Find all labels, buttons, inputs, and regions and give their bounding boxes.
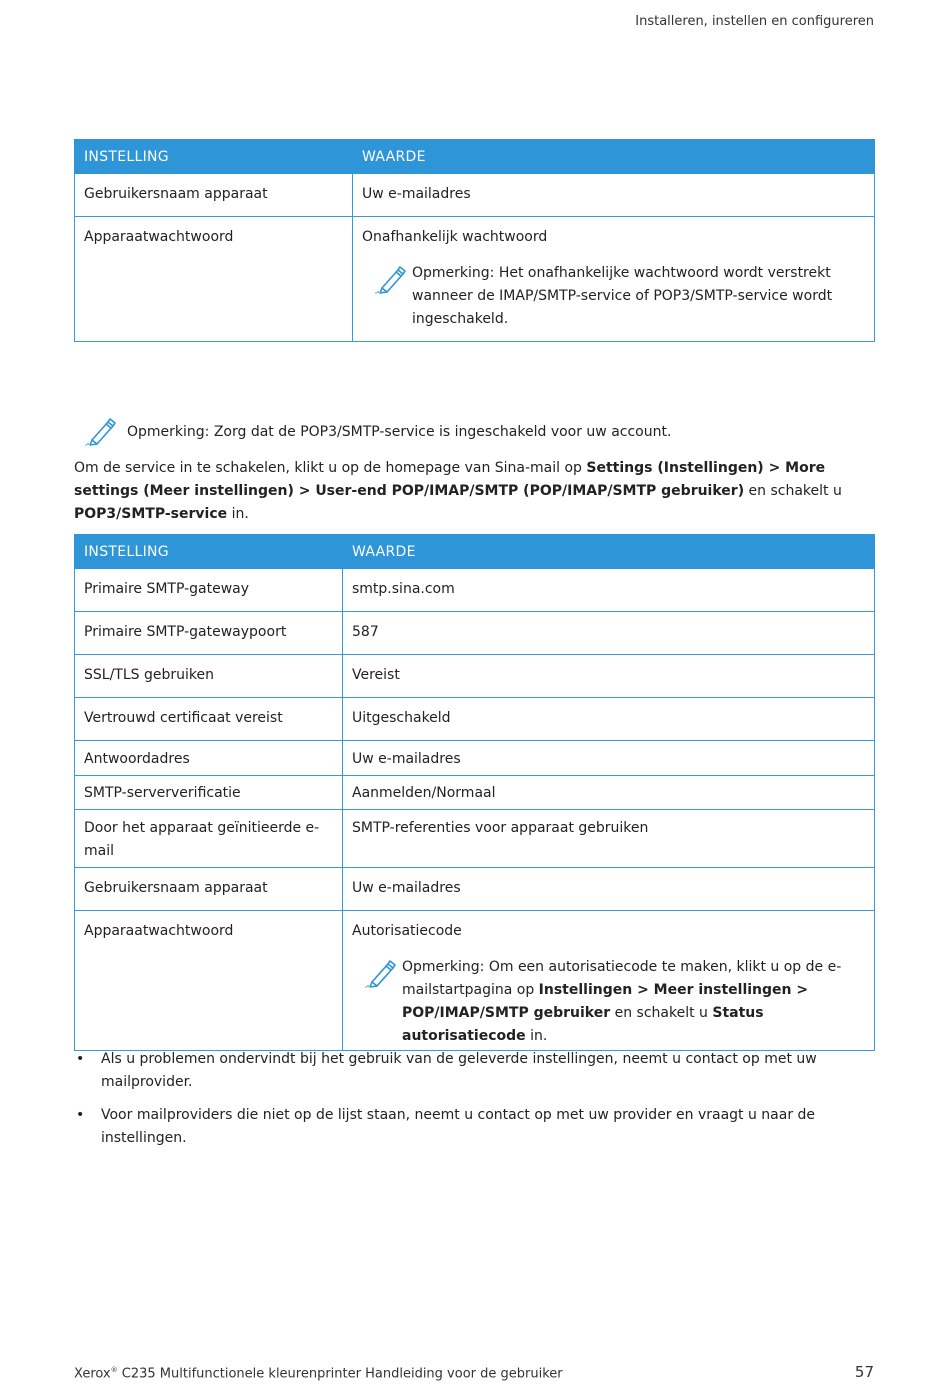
registered-mark: ®	[110, 1366, 118, 1374]
settings-table-1	[74, 139, 875, 342]
note-text: Opmerking: Het onafhankelijke wachtwoord wordt verstrekt wanneer de IMAP/SMTP-service of POP3/SMTP-service wordt ingeschakeld.	[412, 265, 833, 327]
note-text-part: en schakelt u	[610, 1005, 713, 1021]
setting-cell: Gebruikersnaam apparaat	[75, 868, 343, 911]
column-header-value: WAARDE	[353, 140, 875, 174]
table-row	[75, 868, 875, 911]
table-row	[75, 612, 875, 655]
pencil-note-icon	[364, 956, 402, 988]
value-cell: smtp.sina.com	[343, 569, 875, 612]
value-cell: Aanmelden/Normaal	[343, 776, 875, 810]
table-row	[75, 174, 875, 217]
value-cell: Uw e-mailadres	[343, 741, 875, 776]
setting-cell: SSL/TLS gebruiken	[75, 655, 343, 698]
table-row	[75, 741, 875, 776]
menu-path: Settings (Instellingen) > More settings (Meer instellingen) > User-end POP/IMAP/SMTP (POP/IMAP/SMTP gebruiker)	[74, 460, 826, 499]
page-footer	[74, 1366, 563, 1381]
note-text: Opmerking: Zorg dat de POP3/SMTP-service is ingeschakeld voor uw account.	[127, 424, 672, 440]
settings-table-2	[74, 534, 875, 1051]
pencil-note-icon	[374, 262, 412, 294]
setting-cell: Apparaatwachtwoord	[75, 217, 353, 342]
value-cell: SMTP-referenties voor apparaat gebruiken	[343, 810, 875, 868]
value-cell: Uw e-mailadres	[343, 868, 875, 911]
setting-cell: Vertrouwd certificaat vereist	[75, 698, 343, 741]
table-row	[75, 217, 875, 342]
table-row	[75, 810, 875, 868]
setting-cell: Primaire SMTP-gatewaypoort	[75, 612, 343, 655]
note-text	[402, 956, 865, 1048]
column-header-value: WAARDE	[343, 535, 875, 569]
bullet-marker: •	[76, 1107, 85, 1123]
value-cell: Uw e-mailadres	[353, 174, 875, 217]
setting-cell: Door het apparaat geïnitieerde e-mail	[75, 810, 343, 868]
value-cell: Uitgeschakeld	[343, 698, 875, 741]
service-name: POP3/SMTP-service	[74, 506, 228, 522]
footer-text: C235 Multifunctionele kleurenprinter Handleiding voor de gebruiker	[117, 1366, 563, 1382]
column-header-setting: INSTELLING	[75, 535, 343, 569]
paragraph-text: Om de service in te schakelen, klikt u op de homepage van Sina-mail op	[74, 460, 587, 476]
list-item-text: Als u problemen ondervindt bij het gebruik van de geleverde instellingen, neemt u contact op met uw mailprovider.	[101, 1051, 817, 1090]
setting-cell: Gebruikersnaam apparaat	[75, 174, 353, 217]
page-note	[84, 416, 671, 448]
list-item	[74, 1104, 864, 1150]
bullet-marker: •	[76, 1051, 85, 1067]
pencil-note-icon	[84, 416, 127, 448]
table-row	[75, 655, 875, 698]
table-row	[75, 776, 875, 810]
bullet-list	[74, 1048, 864, 1160]
paragraph-text: en schakelt u	[744, 483, 842, 499]
paragraph-text: in.	[227, 506, 249, 522]
table-header-row	[75, 140, 875, 174]
list-item-text: Voor mailproviders die niet op de lijst staan, neemt u contact op met uw provider en vraagt u naar de instellingen.	[101, 1107, 816, 1146]
value-text: Onafhankelijk wachtwoord	[362, 229, 548, 245]
table-row	[75, 569, 875, 612]
value-cell	[353, 217, 875, 342]
setting-cell: Primaire SMTP-gateway	[75, 569, 343, 612]
list-item	[74, 1048, 864, 1094]
value-cell	[343, 911, 875, 1051]
setting-cell: Antwoordadres	[75, 741, 343, 776]
note-block	[362, 262, 865, 331]
page-number: 57	[854, 1363, 874, 1381]
table-row	[75, 698, 875, 741]
table-header-row	[75, 535, 875, 569]
value-cell: 587	[343, 612, 875, 655]
menu-path: Instellingen > Meer instellingen > POP/IMAP/SMTP gebruiker	[402, 982, 809, 1021]
note-block	[352, 956, 865, 1048]
note-text-part: Opmerking: Om een autorisatiecode te maken, klikt u op de e-mailstartpagina op	[402, 959, 842, 998]
instruction-paragraph	[74, 457, 864, 526]
value-text: Autorisatiecode	[352, 923, 462, 939]
value-cell: Vereist	[343, 655, 875, 698]
setting-cell: SMTP-serververificatie	[75, 776, 343, 810]
note-text-part: in.	[525, 1028, 548, 1044]
column-header-setting: INSTELLING	[75, 140, 353, 174]
table-row	[75, 911, 875, 1051]
running-header: Installeren, instellen en configureren	[635, 14, 874, 29]
brand-name: Xerox	[74, 1366, 111, 1382]
option-name: Status autorisatiecode	[402, 1005, 764, 1044]
setting-cell: Apparaatwachtwoord	[75, 911, 343, 1051]
